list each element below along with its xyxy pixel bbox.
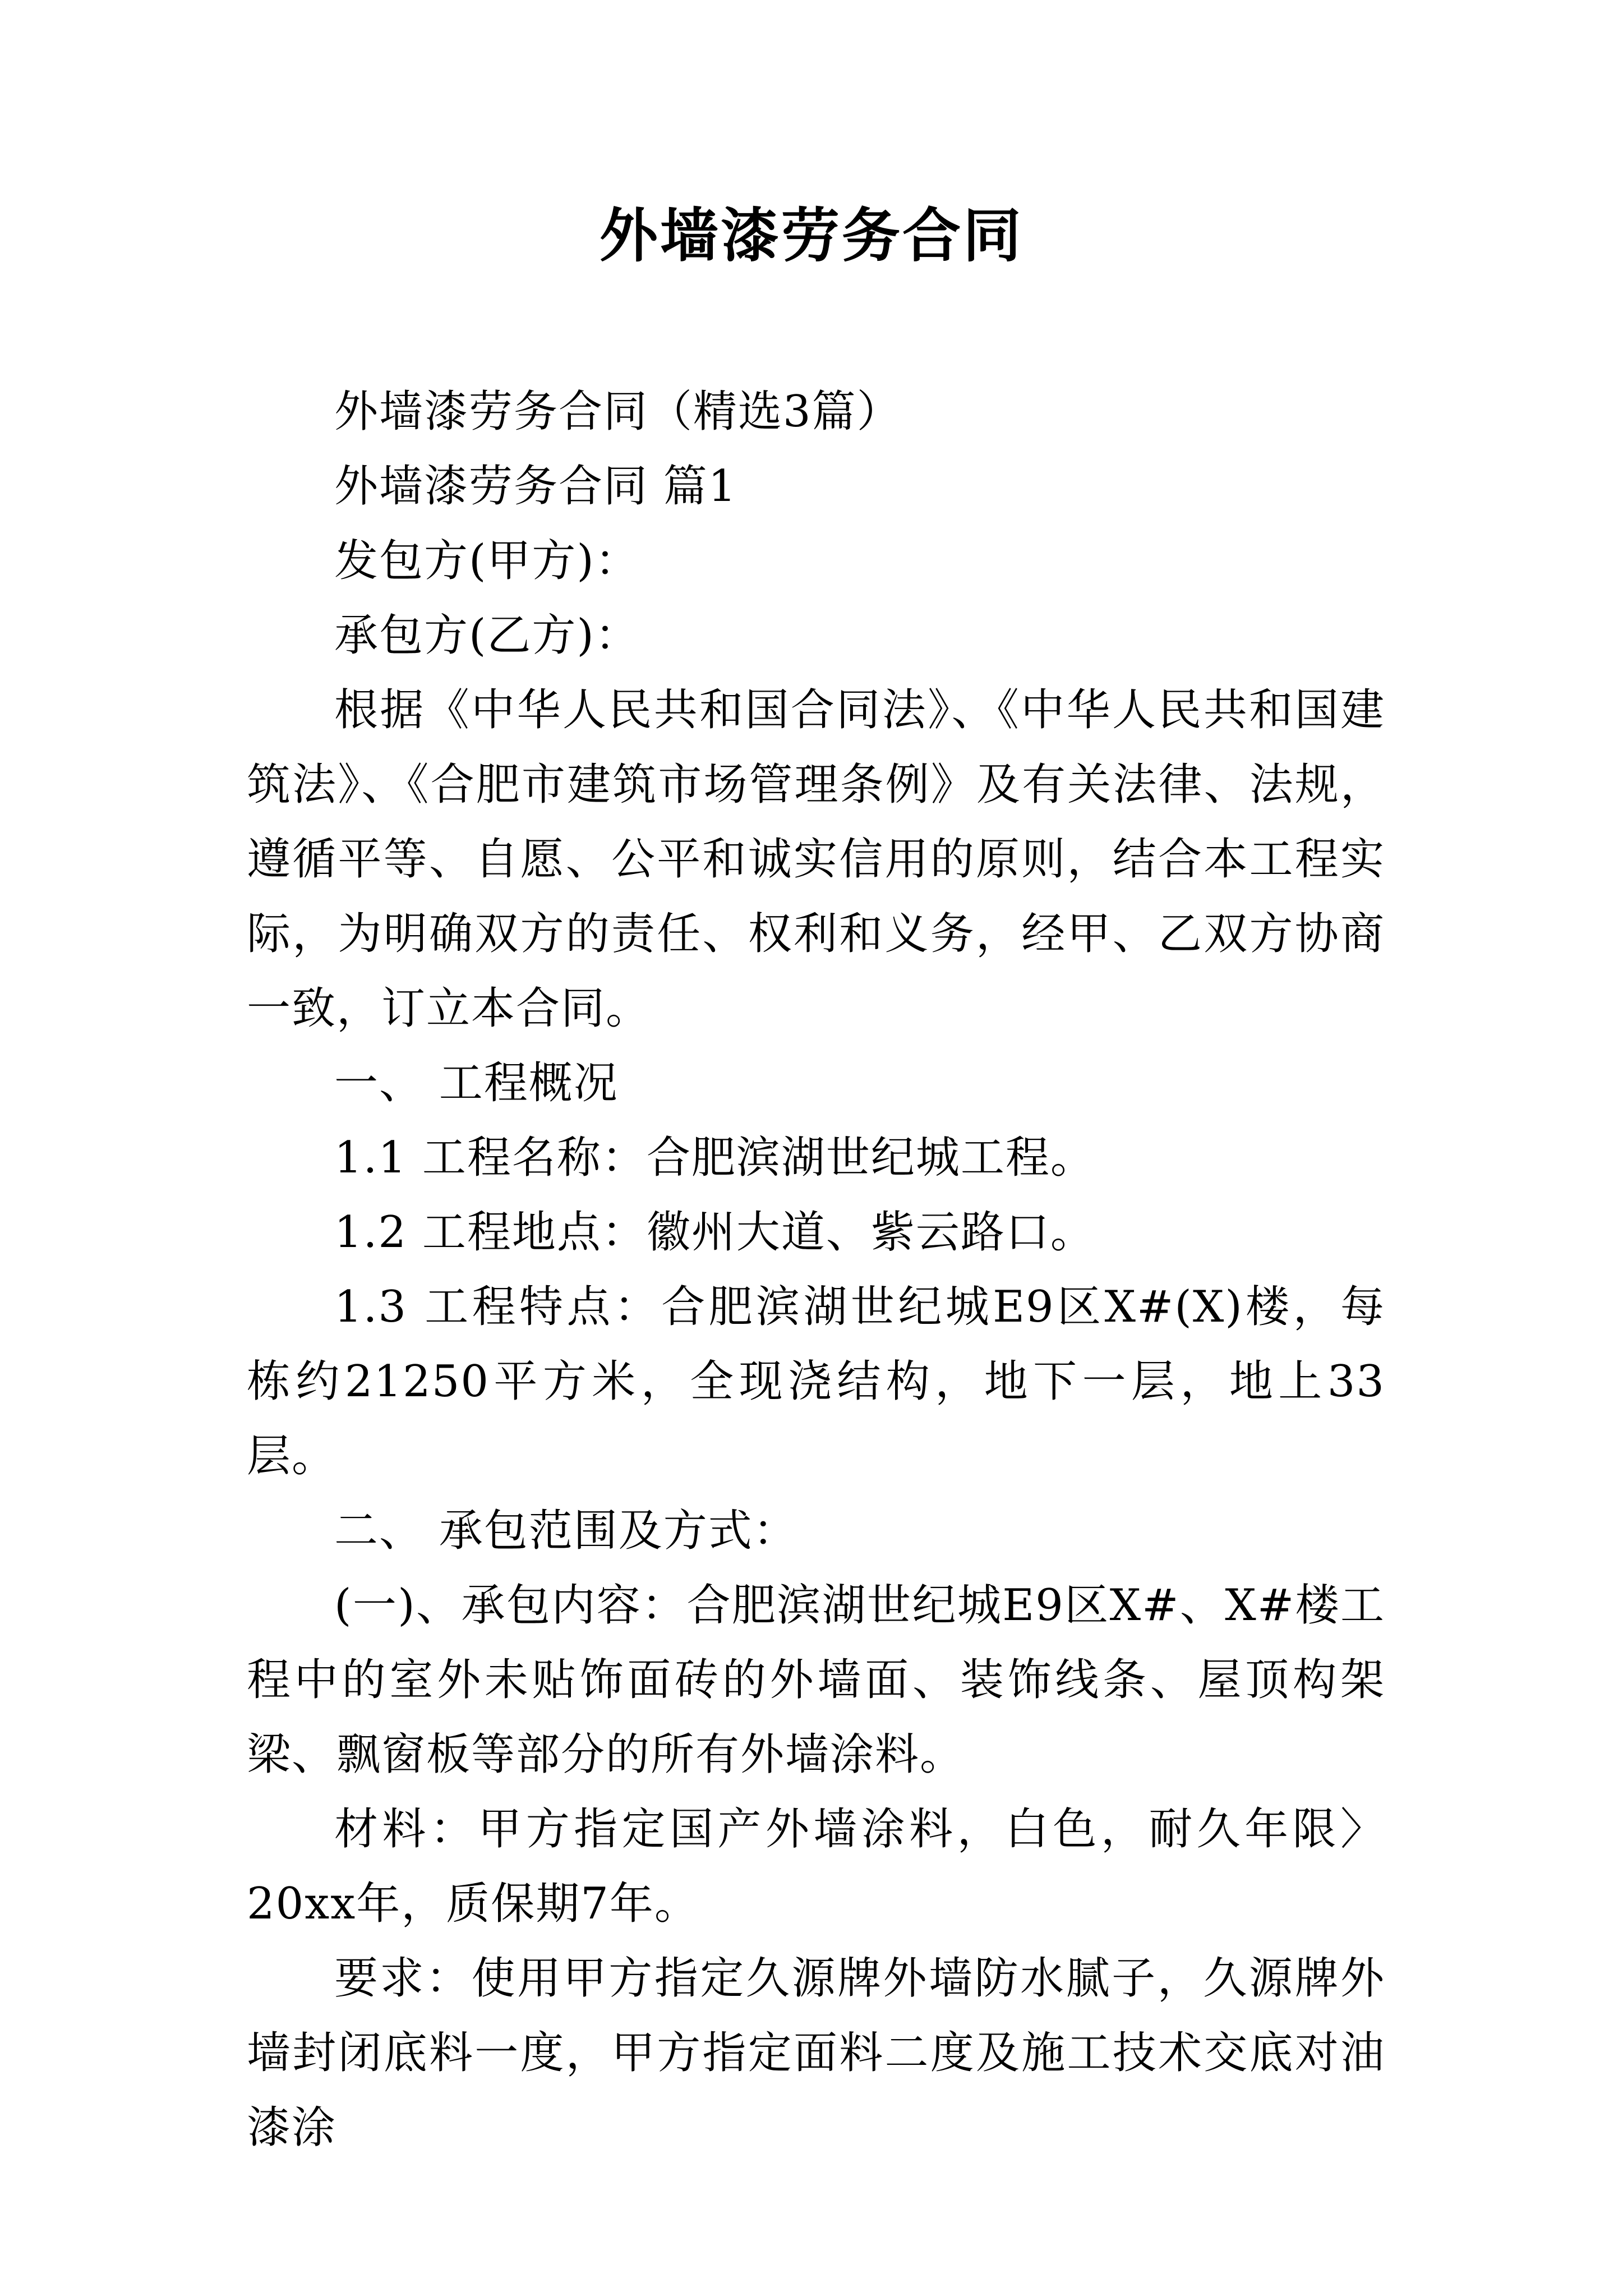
paragraph-materials: 材料：甲方指定国产外墙涂料，白色，耐久年限〉20xx年，质保期7年。 — [247, 1804, 1385, 1929]
paragraph-requirements: 要求：使用甲方指定久源牌外墙防水腻子，久源牌外墙封闭底料一度，甲方指定面料二度及施工技术交底对油漆涂 — [247, 1953, 1385, 2153]
paragraph-party-a: 发包方(甲方)： — [334, 536, 640, 586]
paragraph-preamble: 根据《中华人民共和国合同法》、《中华人民共和国建筑法》、《合肥市建筑市场管理条例》及有关法律、法规，遵循平等、自愿、公平和诚实信用的原则，结合本工程实际，为明确双方的责任、权利和义务，经甲、乙双方协商一致，订立本合同。 — [247, 685, 1385, 1034]
paragraph-subtitle: 外墙漆劳务合同（精选3篇） — [334, 386, 902, 437]
paragraph-party-b: 承包方(乙方)： — [334, 610, 640, 661]
paragraph-project-features: 1.3 工程特点：合肥滨湖世纪城E9区X#(X)楼，每栋约21250平方米，全现浇结构，地下一层，地上33层。 — [247, 1282, 1385, 1481]
document-title: 外墙漆劳务合同 — [599, 201, 1023, 270]
paragraph-project-location: 1.2 工程地点：徽州大道、紫云路口。 — [334, 1207, 1095, 1258]
paragraph-heading-scope: 二、 承包范围及方式： — [334, 1506, 798, 1556]
document-body — [247, 375, 1385, 2165]
paragraph-section-heading: 外墙漆劳务合同 篇1 — [334, 461, 737, 512]
paragraph-project-name: 1.1 工程名称：合肥滨湖世纪城工程。 — [334, 1133, 1095, 1183]
paragraph-heading-overview: 一、 工程概况 — [334, 1058, 619, 1108]
paragraph-scope-content: (一)、承包内容：合肥滨湖世纪城E9区X#、X#楼工程中的室外未贴饰面砖的外墙面、装饰线条、屋顶构架梁、飘窗板等部分的所有外墙涂料。 — [247, 1580, 1385, 1780]
